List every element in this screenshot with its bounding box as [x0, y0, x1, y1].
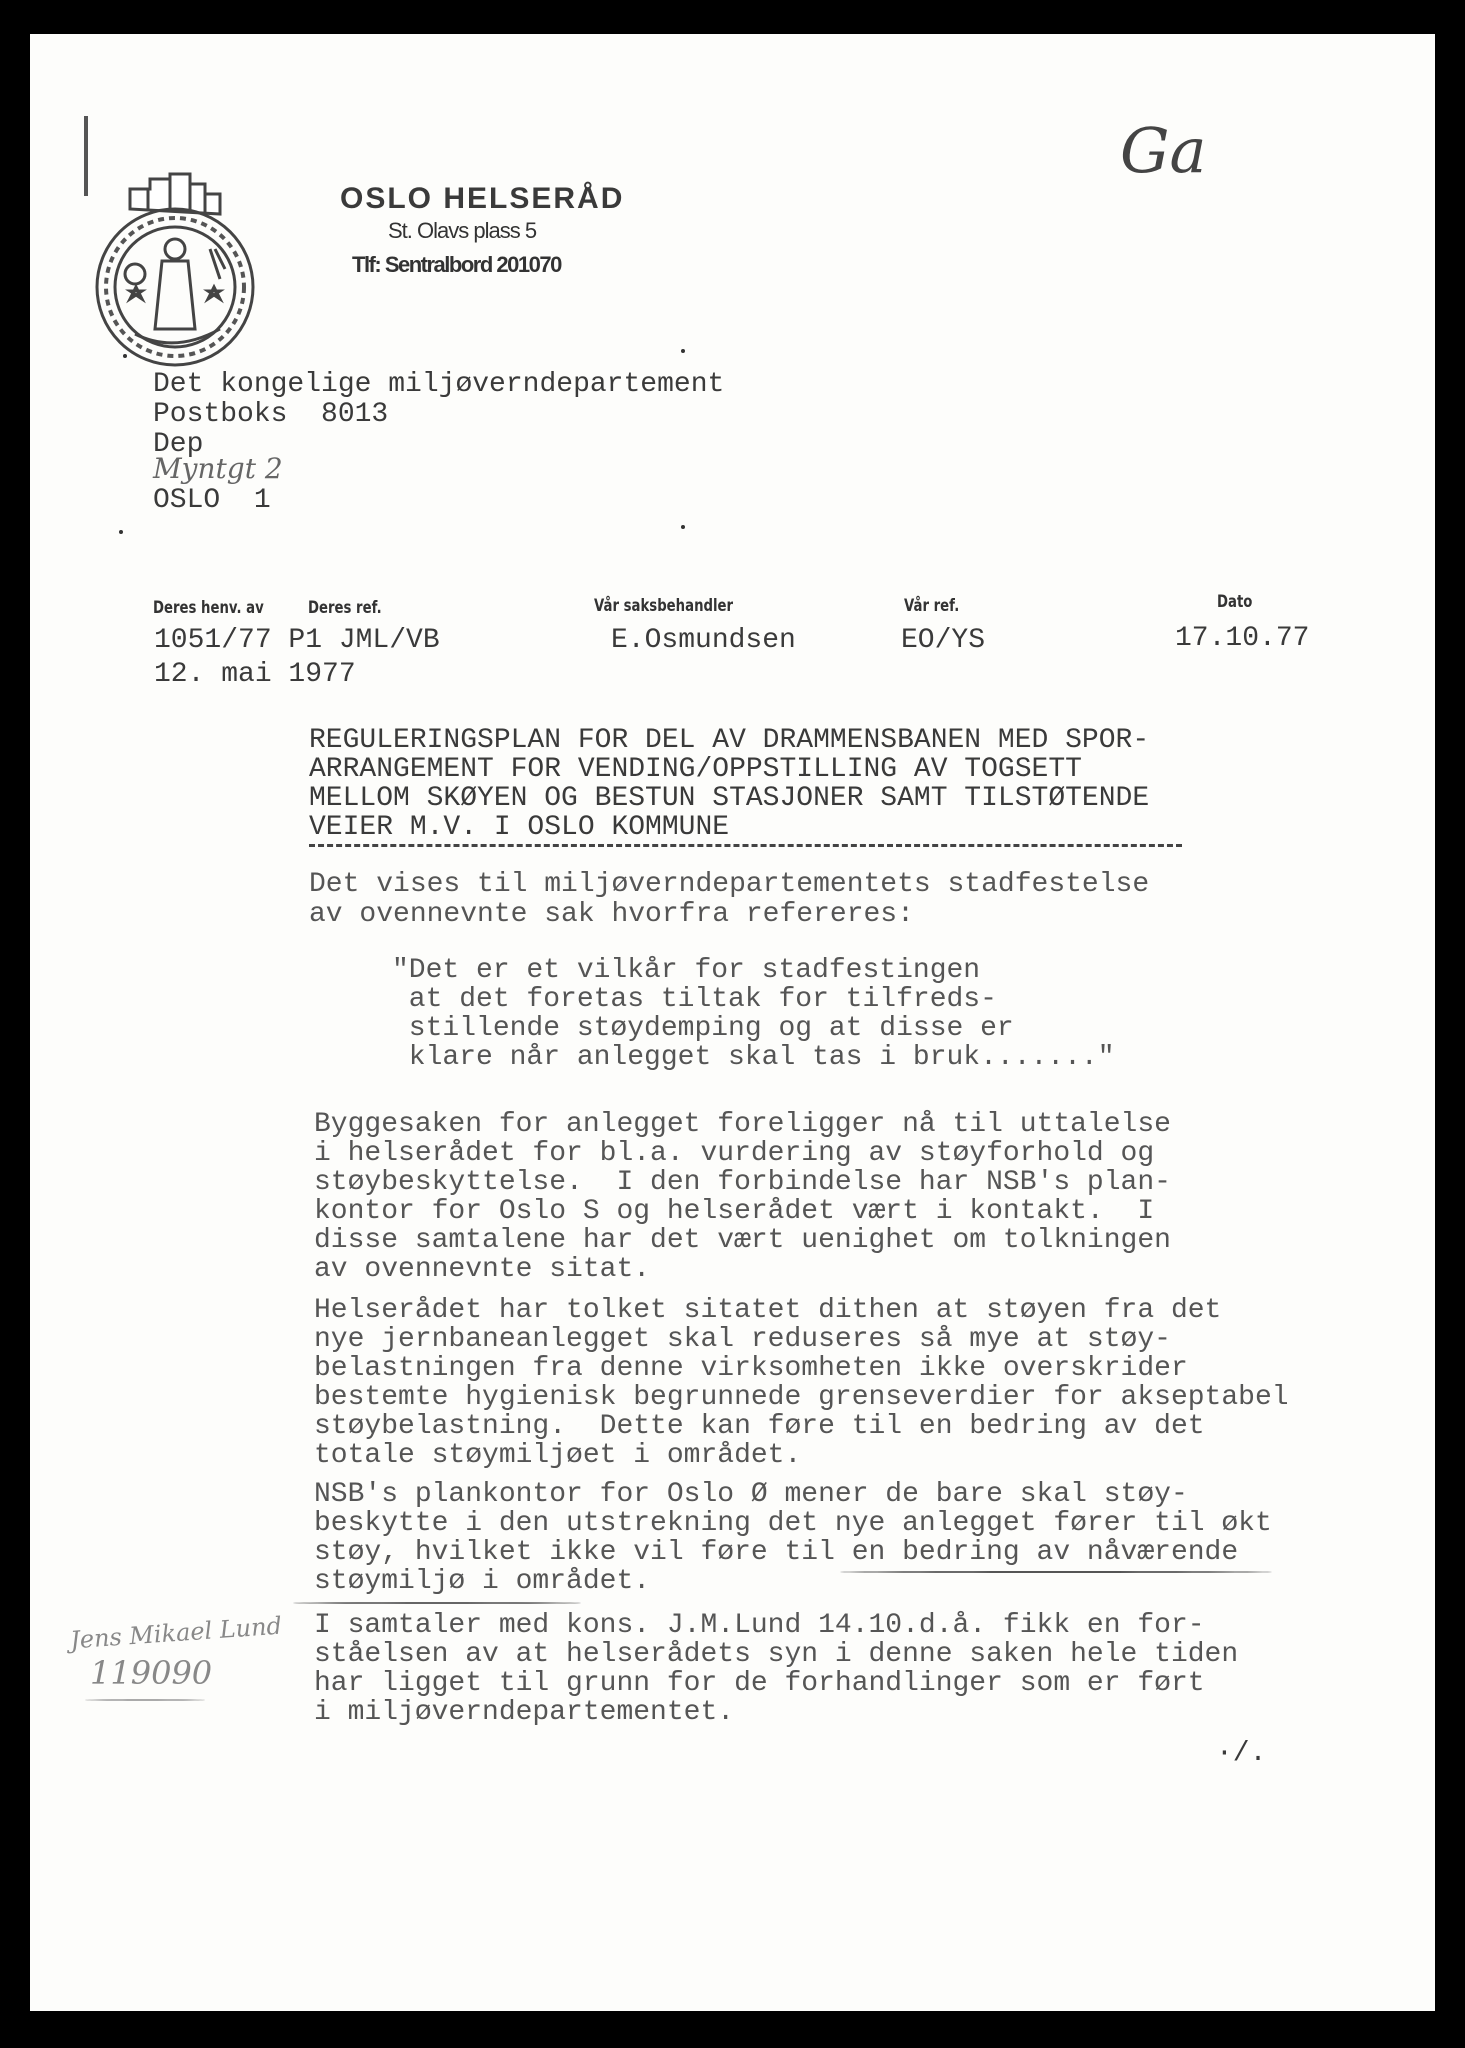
recipient-line: Postboks 8013: [153, 399, 389, 430]
text-line: beskytte i den utstrekning det nye anlegget fører til økt: [314, 1508, 1272, 1539]
text-line: av ovennevnte sak hvorfra refereres:: [309, 899, 914, 930]
org-phone: Tlf: Sentralbord 201070: [352, 252, 561, 277]
quote-line: at det foretas tiltak for tilfreds-: [392, 984, 997, 1015]
text-line: NSB's plankontor for Oslo Ø mener de bare skal støy-: [314, 1479, 1188, 1510]
margin-bar: [84, 116, 88, 196]
margin-note-name: Jens Mikael Lund: [69, 1611, 283, 1655]
handwritten-underline: [293, 1602, 581, 1604]
text-line: av ovennevnte sitat.: [314, 1254, 651, 1285]
dato-value: 17.10.77: [1175, 623, 1310, 654]
subject-line: VEIER M.V. I OSLO KOMMUNE: [309, 812, 730, 843]
text-line: støy, hvilket ikke vil føre til en bedring av nåværende: [314, 1537, 1239, 1568]
text-line: ståelsen av at helserådets syn i denne saken hele tiden: [314, 1639, 1239, 1670]
deres-ref-value: 1051/77 P1 JML/VB: [154, 625, 440, 656]
quote-line: klare når anlegget skal tas i bruk.......": [392, 1042, 1115, 1073]
text-line: I samtaler med kons. J.M.Lund 14.10.d.å. fikk en for-: [314, 1610, 1205, 1641]
label-dato: Dato: [1217, 592, 1253, 612]
label-saksbehandler: Vår saksbehandler: [594, 596, 734, 616]
text-line: i helserådet for bl.a. vurdering av støyforhold og: [314, 1138, 1155, 1169]
fold-mark: [123, 354, 127, 358]
recipient-city: OSLO 1: [153, 485, 271, 516]
fold-mark: [681, 349, 685, 353]
text-line: i miljøverndepartementet.: [314, 1697, 735, 1728]
text-line: støybelastning. Dette kan føre til en bedring av det: [314, 1411, 1205, 1442]
text-line: støymiljø i området.: [314, 1566, 651, 1597]
label-deres-ref: Deres ref.: [308, 598, 382, 618]
label-deres-henv: Deres henv. av: [153, 598, 264, 618]
text-line: støybeskyttelse. I den forbindelse har NSB's plan-: [314, 1167, 1171, 1198]
saksbehandler-value: E.Osmundsen: [611, 625, 796, 656]
subject-line: REGULERINGSPLAN FOR DEL AV DRAMMENSBANEN MED SPOR-: [309, 725, 1150, 756]
text-line: disse samtalene har det vært uenighet om tolkningen: [314, 1225, 1171, 1256]
oslo-city-seal-logo: [90, 169, 260, 369]
continuation-mark: ·/.: [1216, 1738, 1267, 1769]
margin-note-underline: [85, 1699, 205, 1701]
text-line: nye jernbaneanlegget skal reduseres så mye at støy-: [314, 1324, 1171, 1355]
text-line: belastningen fra denne virksomheten ikke overskrider: [314, 1353, 1188, 1384]
handwritten-initials: Ga: [1120, 114, 1207, 187]
margin-note-number: 119090: [90, 1654, 213, 1692]
deres-ref-date: 12. mai 1977: [154, 659, 356, 690]
handwritten-underline: [840, 1571, 1272, 1573]
var-ref-value: EO/YS: [901, 625, 986, 656]
recipient-handwritten-street: Myntgt 2: [153, 452, 283, 485]
org-address: St. Olavs plass 5: [388, 218, 537, 243]
subject-line: MELLOM SKØYEN OG BESTUN STASJONER SAMT TILSTØTENDE: [309, 783, 1150, 814]
text-line: kontor for Oslo S og helserådet vært i kontakt. I: [314, 1196, 1155, 1227]
text-line: Det vises til miljøverndepartementets stadfestelse: [309, 869, 1150, 900]
fold-mark: [119, 530, 123, 534]
subject-dashed-underline: [309, 844, 1182, 847]
fold-mark: [681, 525, 685, 529]
label-var-ref: Vår ref.: [904, 596, 960, 616]
text-line: Helserådet har tolket sitatet dithen at støyen fra det: [314, 1295, 1222, 1326]
org-name: OSLO HELSERÅD: [340, 182, 625, 215]
document-page: [30, 34, 1435, 2011]
text-line: totale støymiljøet i området.: [314, 1440, 802, 1471]
text-line: bestemte hygienisk begrunnede grenseverdier for akseptabel: [314, 1382, 1289, 1413]
quote-line: stillende støydemping og at disse er: [392, 1013, 1014, 1044]
recipient-line: Det kongelige miljøverndepartement: [153, 369, 725, 400]
quote-line: "Det er et vilkår for stadfestingen: [392, 955, 981, 986]
subject-line: ARRANGEMENT FOR VENDING/OPPSTILLING AV TOGSETT: [309, 754, 1082, 785]
text-line: Byggesaken for anlegget foreligger nå til uttalelse: [314, 1109, 1171, 1140]
recipient-line: Dep: [153, 429, 204, 460]
text-line: har ligget til grunn for de forhandlinger som er ført: [314, 1668, 1205, 1699]
